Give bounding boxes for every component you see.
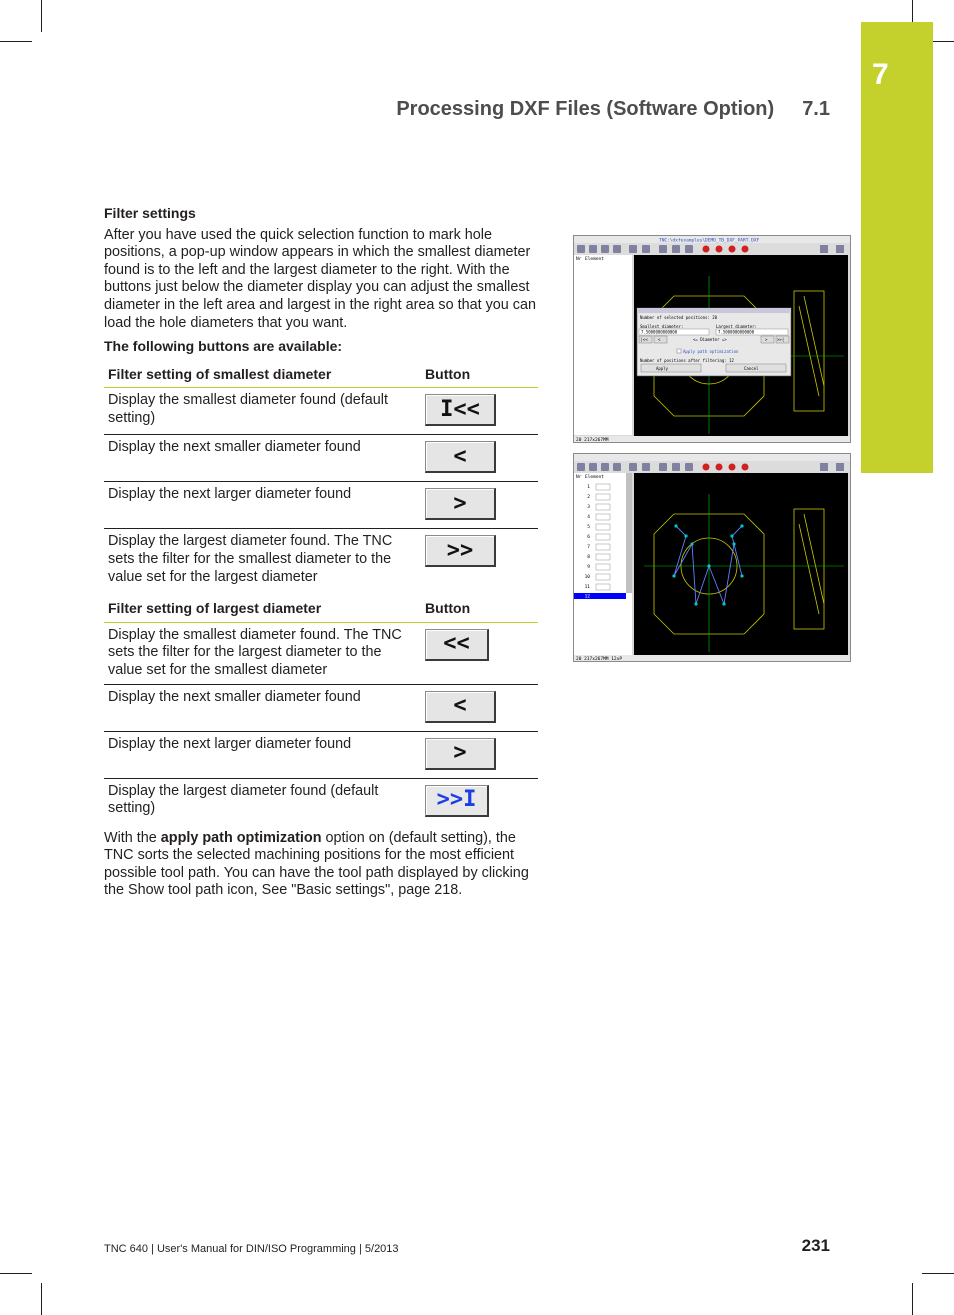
largest-next-button[interactable]: > xyxy=(425,738,496,770)
settings-icon[interactable] xyxy=(836,245,844,253)
filter-settings-intro: After you have used the quick selection function to mark hole positions, a pop-up window appears in which the smallest diameter found is to the left and the largest diameter to the right. With the buttons just below the diameter display you can adjust the smallest diameter in the left area and largest in the right area so that you can load the hole diameters that you want. xyxy=(104,226,536,331)
row-description: Display the next larger diameter found xyxy=(104,482,421,529)
toolbar-icon[interactable] xyxy=(577,245,585,253)
main-content xyxy=(104,205,544,900)
toolbar-icon[interactable] xyxy=(613,245,621,253)
cad-view[interactable] xyxy=(634,473,848,655)
list-item-number: 8 xyxy=(587,555,590,560)
toolbar-icon[interactable] xyxy=(601,245,609,253)
list-item[interactable] xyxy=(596,524,610,530)
apply-button[interactable] xyxy=(641,364,701,372)
list-item[interactable] xyxy=(596,584,610,590)
toolbar-icon[interactable] xyxy=(642,463,650,471)
list-item-number: 12 xyxy=(584,594,590,600)
toolbar-icon[interactable] xyxy=(601,463,609,471)
list-item-number: 4 xyxy=(587,515,590,520)
toolbar-icon[interactable] xyxy=(672,463,680,471)
list-item-selected[interactable] xyxy=(574,593,626,599)
cancel-label: Cancel xyxy=(744,366,759,371)
dialog-after-filter: Number of positions after filtering: 12 xyxy=(640,358,734,363)
list-item[interactable] xyxy=(596,554,610,560)
row-description: Display the smallest diameter found (default setting) xyxy=(104,388,421,435)
largest-prev-button[interactable]: < xyxy=(425,691,496,723)
table-header-setting: Filter setting of largest diameter xyxy=(104,596,421,622)
dxf-positions-screenshot xyxy=(573,453,851,662)
buttons-heading: The following buttons are available: xyxy=(104,338,343,355)
list-item[interactable] xyxy=(596,564,610,570)
list-item-number: 9 xyxy=(587,565,590,570)
row-description: Display the next larger diameter found xyxy=(104,731,421,778)
dialog-smallest-label: Smallest diameter: xyxy=(640,324,684,329)
toolbar-icon[interactable] xyxy=(685,463,693,471)
toolbar-icon[interactable] xyxy=(589,245,597,253)
table-row xyxy=(104,778,538,822)
page-header xyxy=(300,98,830,121)
table-header-button: Button xyxy=(421,362,538,388)
footer-text: TNC 640 | User's Manual for DIN/ISO Programming | 5/2013 xyxy=(104,1243,399,1255)
target-icon[interactable] xyxy=(742,464,749,471)
dialog-next-label: > xyxy=(765,337,768,342)
target-icon[interactable] xyxy=(729,464,736,471)
toolbar-icon[interactable] xyxy=(629,245,637,253)
largest-diameter-table xyxy=(104,596,538,822)
toolbar-icon[interactable] xyxy=(613,463,621,471)
dialog-first-label: |<< xyxy=(640,337,648,342)
target-icon[interactable] xyxy=(729,246,736,253)
text-segment: option on (default setting), the TNC sorts the selected machining positions for the most efficient possible tool path. You can have the tool path displayed by clicking the Show tool path icon, See "Basic settings", page 218. xyxy=(104,829,529,899)
list-item[interactable] xyxy=(596,484,610,490)
dialog-prev-label: < xyxy=(658,337,661,342)
row-description: Display the smallest diameter found. The TNC sets the filter for the largest diameter to the value set for the smallest diameter xyxy=(104,622,421,684)
toolbar-icon[interactable] xyxy=(577,463,585,471)
target-icon[interactable] xyxy=(716,246,723,253)
list-item[interactable] xyxy=(596,574,610,580)
row-description: Display the largest diameter found (default setting) xyxy=(108,782,379,817)
list-item-number: 6 xyxy=(587,535,590,540)
list-item[interactable] xyxy=(596,504,610,510)
toolbar-icon[interactable] xyxy=(672,245,680,253)
table-header-setting: Filter setting of smallest diameter xyxy=(104,362,421,388)
dialog-prev-button[interactable] xyxy=(654,336,667,343)
toolbar-icon[interactable] xyxy=(659,245,667,253)
crop-mark xyxy=(41,0,42,32)
close-icon[interactable] xyxy=(820,245,828,253)
dialog-selected-text: Number of selected positions: 20 xyxy=(640,315,718,320)
row-description: Display the next smaller diameter found xyxy=(104,684,421,731)
smallest-prev-button[interactable]: < xyxy=(425,441,496,473)
crop-mark xyxy=(41,1283,42,1315)
text-segment: With the xyxy=(104,829,161,846)
table-header-row xyxy=(104,596,538,622)
table-row xyxy=(104,622,538,684)
smallest-next-button[interactable]: > xyxy=(425,488,496,520)
list-item-number: 11 xyxy=(584,585,590,590)
crop-mark xyxy=(0,41,32,42)
row-description: Display the largest diameter found. The TNC sets the filter for the smallest diameter to the value set for the largest diameter xyxy=(108,533,393,585)
table-header-button: Button xyxy=(421,596,538,622)
dialog-last-label: >>| xyxy=(777,337,785,342)
target-icon[interactable] xyxy=(742,246,749,253)
toolbar-icon[interactable] xyxy=(642,245,650,253)
settings-icon[interactable] xyxy=(836,463,844,471)
dialog-smallest-value: 7.5000000000000 xyxy=(641,329,678,335)
column-nr: Nr xyxy=(576,257,582,262)
table-header-row xyxy=(104,362,538,388)
toolbar-icon[interactable] xyxy=(659,463,667,471)
column-element: Element xyxy=(585,257,604,262)
toolbar-icon[interactable] xyxy=(629,463,637,471)
toolbar-icon[interactable] xyxy=(685,245,693,253)
table-row xyxy=(104,529,538,590)
close-icon[interactable] xyxy=(820,463,828,471)
filter-settings-heading: Filter settings xyxy=(104,205,196,221)
crop-mark xyxy=(922,1273,954,1274)
dialog-largest-label: Largest diameter: xyxy=(716,324,757,329)
status-bar: 20 217x267MM 12xP xyxy=(576,657,623,661)
list-item[interactable] xyxy=(596,494,610,500)
list-item-number: 3 xyxy=(587,505,590,510)
largest-first-button[interactable]: << xyxy=(425,629,489,661)
table-row xyxy=(104,731,538,778)
smallest-diameter-table xyxy=(104,362,538,590)
window-title: TNC:\dxfexamples\DEMO_TB_DXF_PART.DXF xyxy=(659,238,760,244)
list-item-number: 2 xyxy=(587,495,590,500)
list-item-number: 7 xyxy=(587,545,590,550)
list-item-number: 1 xyxy=(587,485,590,490)
toolbar-icon[interactable] xyxy=(589,463,597,471)
header-section: 7.1 xyxy=(802,98,830,120)
header-title: Processing DXF Files (Software Option) xyxy=(396,98,775,120)
target-icon[interactable] xyxy=(703,464,710,471)
dialog-diameter-label: <= Diameter => xyxy=(693,337,727,342)
smallest-first-button[interactable]: I<< xyxy=(425,394,496,426)
smallest-last-button[interactable]: >> xyxy=(425,535,496,567)
page-number: 231 xyxy=(801,1236,830,1255)
chapter-number: 7 xyxy=(872,58,889,91)
dxf-filter-screenshot xyxy=(573,235,851,443)
table-row xyxy=(104,435,538,482)
row-description: Display the next smaller diameter found xyxy=(104,435,421,482)
list-item-number: 5 xyxy=(587,525,590,530)
target-icon[interactable] xyxy=(703,246,710,253)
optimize-label: Apply path optimization xyxy=(683,349,739,354)
dialog-largest-value: 7.5000000000000 xyxy=(718,329,755,335)
optimize-checkbox[interactable] xyxy=(677,349,681,353)
dialog-next-button[interactable] xyxy=(761,336,774,343)
dxf-positions-screenshot-svg xyxy=(574,454,850,661)
list-item[interactable] xyxy=(596,544,610,550)
column-nr: Nr xyxy=(576,475,582,480)
list-item-number: 10 xyxy=(584,575,590,580)
column-element: Element xyxy=(585,475,604,480)
list-scrollbar[interactable] xyxy=(626,473,632,593)
target-icon[interactable] xyxy=(716,464,723,471)
list-item[interactable] xyxy=(596,534,610,540)
table-row xyxy=(104,684,538,731)
largest-last-button[interactable]: >>I xyxy=(425,785,489,817)
dxf-filter-screenshot-svg xyxy=(574,236,850,442)
table-row xyxy=(104,388,538,435)
list-item[interactable] xyxy=(596,514,610,520)
crop-mark xyxy=(0,1273,32,1274)
table-row xyxy=(104,482,538,529)
status-bar: 20 217x267MM xyxy=(576,438,609,442)
apply-label: Apply xyxy=(656,366,669,371)
crop-mark xyxy=(912,1283,913,1315)
bold-term: apply path optimization xyxy=(160,829,322,846)
path-optimization-text xyxy=(104,830,544,900)
